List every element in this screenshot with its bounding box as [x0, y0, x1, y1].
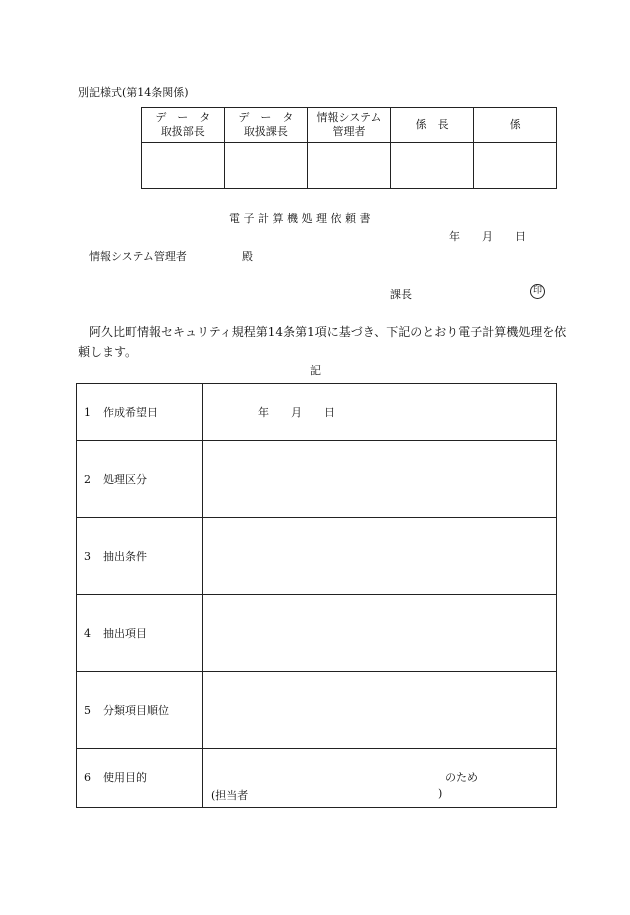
contact-person-open: (担当者: [211, 789, 249, 802]
contact-person-close: ): [438, 787, 443, 800]
approval-header-system-admin: 情報システム 管理者: [308, 108, 391, 143]
row-label-processing-type: 2 処理区分: [77, 441, 203, 518]
approval-header-subsection-chief: 係 長: [390, 108, 474, 143]
approval-stamp-cell[interactable]: [474, 143, 557, 189]
extraction-items-field[interactable]: [203, 595, 557, 672]
approval-header-data-dept-head: デ ー タ 取扱部長: [142, 108, 225, 143]
section-chief-label: 課長: [390, 288, 412, 301]
row-label-classification-order: 5 分類項目順位: [77, 672, 203, 749]
row-label-purpose: 6 使用目的: [77, 749, 203, 808]
honorific: 殿: [242, 250, 253, 263]
approval-stamp-cell[interactable]: [142, 143, 225, 189]
desired-date-field[interactable]: 年 月 日: [203, 384, 557, 441]
approval-stamp-cell[interactable]: [308, 143, 391, 189]
body-text-line-1: 阿久比町情報セキュリティ規程第14条第1項に基づき、下記のとおり電子計算機処理を依: [89, 325, 567, 339]
approval-stamp-cell[interactable]: [390, 143, 474, 189]
extraction-conditions-field[interactable]: [203, 518, 557, 595]
purpose-field[interactable]: [203, 749, 557, 808]
body-text-line-2: 頼します。: [78, 345, 138, 359]
row-label-extraction-items: 4 抽出項目: [77, 595, 203, 672]
approval-stamp-table: [141, 107, 557, 189]
date-line: 年 月 日: [449, 230, 526, 243]
row-label-desired-date: 1 作成希望日: [77, 384, 203, 441]
row-label-extraction-conditions: 3 抽出条件: [77, 518, 203, 595]
purpose-suffix: のため: [445, 771, 478, 784]
request-detail-table: [76, 383, 557, 808]
form-note: 別記様式(第14条関係): [78, 86, 189, 99]
classification-order-field[interactable]: [203, 672, 557, 749]
approval-stamp-cell[interactable]: [224, 143, 308, 189]
approval-header-data-section-chief: デ ー タ 取扱課長: [224, 108, 308, 143]
seal-mark: 印: [530, 284, 545, 299]
processing-type-field[interactable]: [203, 441, 557, 518]
addressee: 情報システム管理者: [89, 250, 187, 263]
approval-header-staff: 係: [474, 108, 557, 143]
ki-heading: 記: [310, 364, 321, 377]
document-title: 電 子 計 算 機 処 理 依 頼 書: [229, 212, 371, 225]
